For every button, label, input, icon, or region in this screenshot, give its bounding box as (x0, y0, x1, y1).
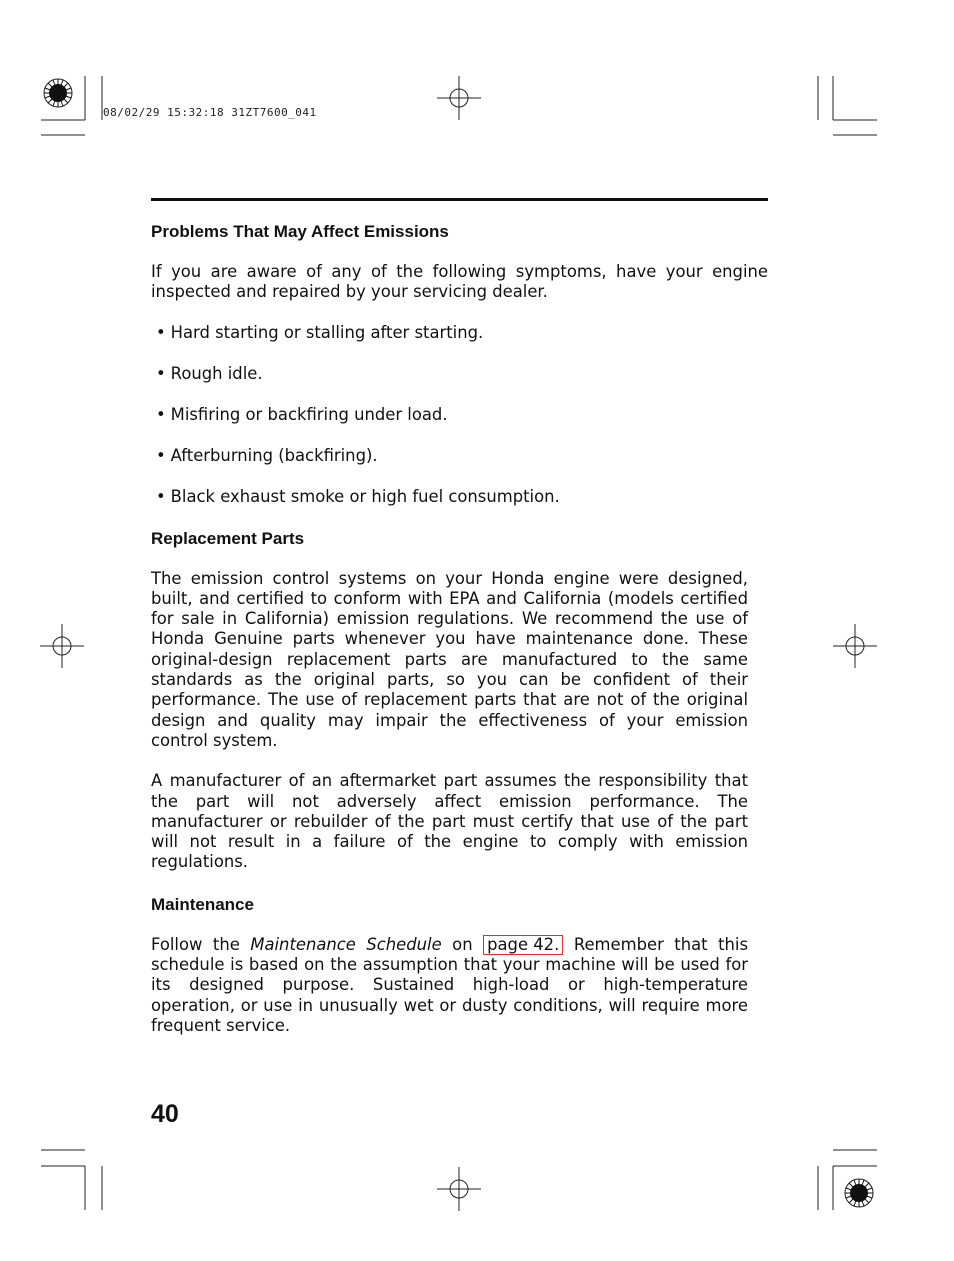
list-item: • Afterburning (backfiring). (151, 446, 768, 466)
heading-problems: Problems That May Affect Emissions (151, 222, 449, 241)
starburst-mark-top-left (44, 79, 72, 107)
registration-target-bottom (437, 1167, 481, 1211)
starburst-mark-bottom-right (845, 1179, 873, 1207)
maintenance-schedule-title: Maintenance Schedule (250, 934, 442, 954)
maintenance-lead: Follow the (151, 934, 251, 954)
list-item: • Rough idle. (151, 364, 768, 384)
problems-intro: If you are aware of any of the following symptoms, have your engine inspected and repaired by your servicing dealer. (151, 262, 768, 302)
maintenance-on: on (441, 934, 484, 954)
list-item: • Black exhaust smoke or high fuel consumption. (151, 487, 768, 507)
replacement-paragraph-2: A manufacturer of an aftermarket part assumes the responsibility that the part will not adversely affect emission performance. The manufacturer or rebuilder of the part must certify that use of the part will not result in a failure of the engine to comply with emission regulations. (151, 771, 748, 872)
page-42-link[interactable]: page 42. (483, 935, 563, 955)
page-number: 40 (151, 1100, 179, 1128)
header-rule (151, 198, 768, 201)
registration-target-left (40, 624, 84, 668)
registration-target-top (437, 76, 481, 120)
symptom-list (151, 323, 768, 507)
maintenance-paragraph (151, 935, 748, 1036)
list-item: • Misfiring or backfiring under load. (151, 405, 768, 425)
registration-target-right (833, 624, 877, 668)
heading-maintenance: Maintenance (151, 894, 254, 914)
page-content (151, 221, 768, 1036)
list-item: • Hard starting or stalling after starting. (151, 323, 768, 343)
print-stamp: 08/02/29 15:32:18 31ZT7600_041 (103, 106, 317, 119)
maintenance-rest: Remember that this schedule is based on the assumption that your machine will be used for its designed purpose. Sustained high-load or high-temperature operation, or use in unusually wet or dusty conditions, will require more frequent service. (151, 934, 748, 1035)
replacement-paragraph-1: The emission control systems on your Honda engine were designed, built, and certified to conform with EPA and California (models certified for sale in California) emission regulations. We recommend the use of Honda Genuine parts whenever you have maintenance done. These original-design replacement parts are manufactured to the same standards as the original parts, so you can be confident of their performance. The use of replacement parts that are not of the original design and quality may impair the effectiveness of your emission control system. (151, 568, 748, 750)
heading-replacement-parts: Replacement Parts (151, 528, 305, 548)
